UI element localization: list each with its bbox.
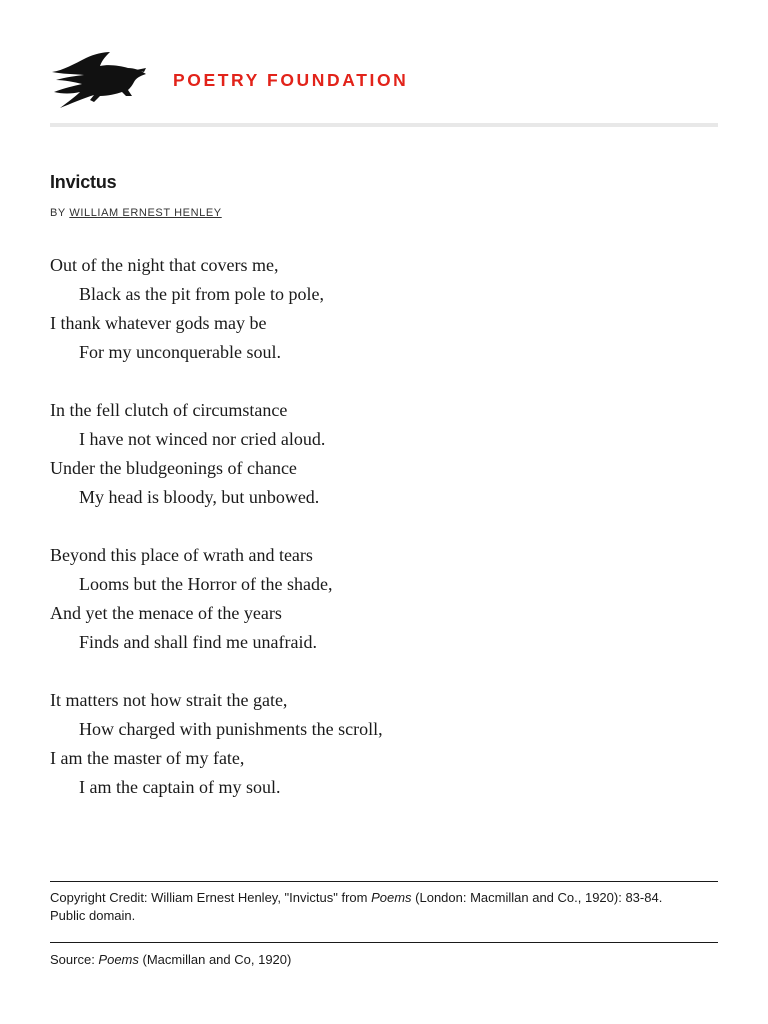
author-link[interactable]: WILLIAM ERNEST HENLEY [69,207,222,219]
poem-line: Black as the pit from pole to pole, [79,284,324,304]
poem-line: Beyond this place of wrath and tears [50,545,313,565]
poem-line: It matters not how strait the gate, [50,690,288,710]
copyright-book: Poems [371,890,412,905]
poem-title: Invictus [50,172,117,192]
poem-line: I am the captain of my soul. [79,777,281,797]
poem-line: Finds and shall find me unafraid. [79,632,317,652]
stanza [50,396,383,512]
source-label: Source: [50,952,99,967]
poem-line: I am the master of my fate, [50,748,245,768]
poem-line: Out of the night that covers me, [50,255,279,275]
byline [50,207,222,219]
poem-line: Under the bludgeonings of chance [50,458,297,478]
poem-line: And yet the menace of the years [50,603,282,623]
stanza-break [50,657,383,686]
site-header [50,46,718,116]
poem-line: My head is bloody, but unbowed. [79,487,320,507]
poem-line: For my unconquerable soul. [79,342,281,362]
copyright-suffix: (London: Macmillan and Co., 1920): 83-84. [411,890,663,905]
source-book: Poems [98,952,139,967]
poem-line: I thank whatever gods may be [50,313,267,333]
poem-line: Looms but the Horror of the shade, [79,574,333,594]
poem-line: How charged with punishments the scroll, [79,719,383,739]
credit-divider [50,881,718,882]
stanza-break [50,512,383,541]
stanza [50,541,383,657]
stanza [50,251,383,367]
by-label: BY [50,207,66,219]
copyright-prefix: Copyright Credit: William Ernest Henley, "Invictus" from [50,890,372,905]
source-divider [50,942,718,943]
source-suffix: (Macmillan and Co, 1920) [138,952,292,967]
brand-name[interactable]: POETRY FOUNDATION [173,70,409,90]
poem-line: In the fell clutch of circumstance [50,400,288,420]
stanza [50,686,383,802]
copyright-public-domain: Public domain. [50,908,136,923]
header-divider [50,123,718,127]
pegasus-bird-icon[interactable] [50,50,148,110]
poem-body [50,251,383,802]
poem-line: I have not winced nor cried aloud. [79,429,326,449]
source-credit [50,951,710,969]
stanza-break [50,367,383,396]
copyright-credit [50,889,710,925]
